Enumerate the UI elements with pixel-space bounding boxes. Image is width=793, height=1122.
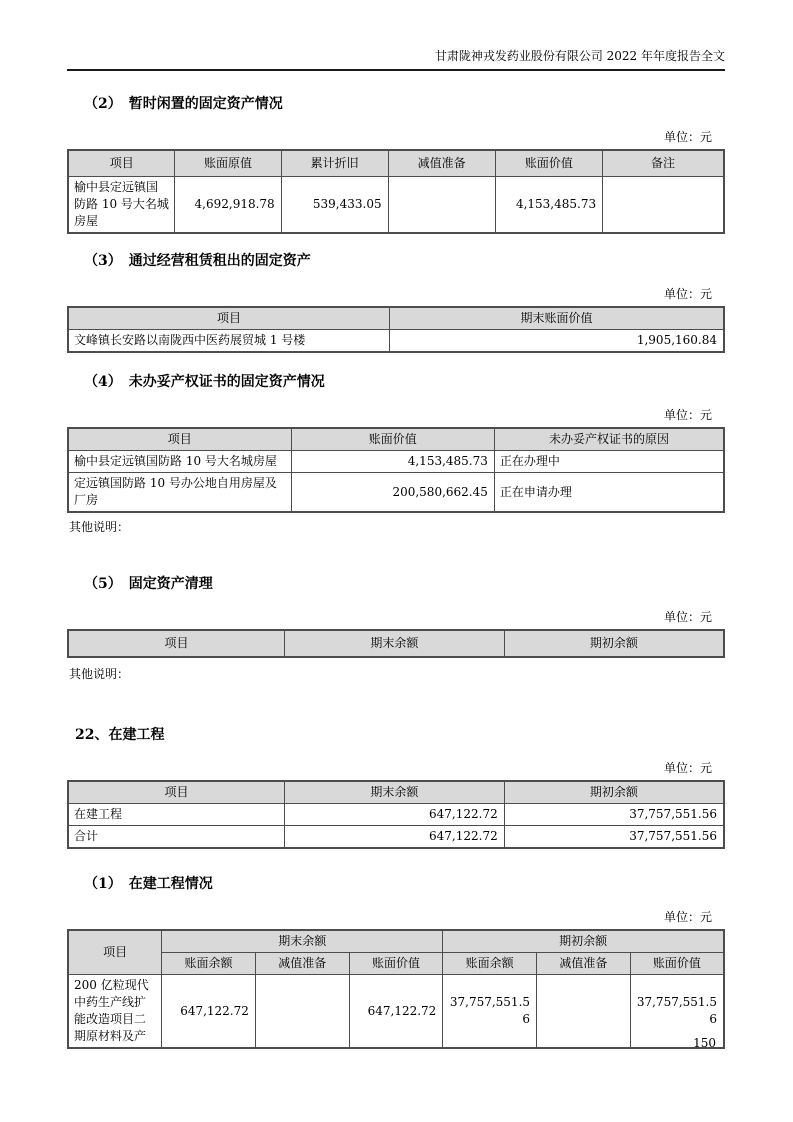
column-header: 项目 — [68, 428, 291, 451]
column-header: 期末账面价值 — [389, 307, 724, 330]
column-header: 项目 — [68, 307, 389, 330]
column-header: 项目 — [68, 630, 284, 657]
item-cell: 文峰镇长安路以南陇西中医药展贸城 1 号楼 — [68, 330, 389, 353]
item-cell: 定远镇国防路 10 号办公地自用房屋及厂房 — [68, 473, 291, 513]
value-cell: 4,153,485.73 — [495, 177, 603, 234]
cip-table — [67, 780, 725, 849]
unit-label: 单位：元 — [663, 910, 712, 924]
unit-label: 单位：元 — [663, 287, 712, 301]
value-cell: 37,757,551.56 — [630, 975, 724, 1049]
value-cell: 647,122.72 — [162, 975, 256, 1049]
reason-cell: 正在申请办理 — [494, 473, 724, 513]
note-cell — [603, 177, 724, 234]
item-cell: 在建工程 — [68, 804, 284, 826]
column-header: 账面价值 — [495, 150, 603, 177]
column-header: 账面价值 — [630, 953, 724, 975]
column-header: 账面余额 — [162, 953, 256, 975]
table-row — [68, 826, 724, 849]
table-row — [68, 975, 724, 1049]
column-header: 项目 — [68, 930, 162, 975]
value-cell: 200,580,662.45 — [291, 473, 494, 513]
section-heading-disposal: （5） 固定资产清理 — [84, 576, 213, 592]
value-cell — [388, 177, 495, 234]
value-cell — [537, 975, 631, 1049]
column-header: 账面价值 — [291, 428, 494, 451]
table-row — [68, 451, 724, 473]
report-title: 甘肃陇神戎发药业股份有限公司 2022 年年度报告全文 — [434, 49, 725, 63]
table-row — [68, 330, 724, 353]
table-header-row — [68, 953, 724, 975]
table-row — [68, 473, 724, 513]
value-cell: 647,122.72 — [349, 975, 443, 1049]
report-header — [67, 0, 725, 64]
page-number: 150 — [693, 1036, 716, 1050]
column-header: 未办妥产权证书的原因 — [494, 428, 724, 451]
unit-label: 单位：元 — [663, 130, 712, 144]
value-cell: 647,122.72 — [284, 804, 504, 826]
section-heading-leased-out: （3） 通过经营租赁租出的固定资产 — [84, 253, 311, 269]
value-cell: 37,757,551.56 — [443, 975, 537, 1049]
column-header: 账面余额 — [443, 953, 537, 975]
column-header: 备注 — [603, 150, 724, 177]
leased-out-table — [67, 306, 725, 353]
item-cell: 榆中县定远镇国防路 10 号大名城房屋 — [68, 177, 175, 234]
table-row — [68, 804, 724, 826]
item-cell: 榆中县定远镇国防路 10 号大名城房屋 — [68, 451, 291, 473]
table-header-row — [68, 428, 724, 451]
reason-cell: 正在办理中 — [494, 451, 724, 473]
column-header: 累计折旧 — [281, 150, 388, 177]
column-header: 减值准备 — [537, 953, 631, 975]
value-cell: 37,757,551.56 — [504, 804, 724, 826]
column-header: 账面原值 — [175, 150, 281, 177]
value-cell — [255, 975, 349, 1049]
column-header: 减值准备 — [255, 953, 349, 975]
item-cell: 合计 — [68, 826, 284, 849]
value-cell: 539,433.05 — [281, 177, 388, 234]
section-heading-no-certificate: （4） 未办妥产权证书的固定资产情况 — [84, 374, 325, 390]
idle-assets-table — [67, 149, 725, 234]
column-header: 期初余额 — [504, 630, 724, 657]
section-heading-idle-assets: （2） 暂时闲置的固定资产情况 — [84, 96, 283, 112]
other-notes-label: 其他说明： — [69, 667, 130, 681]
unit-label: 单位：元 — [663, 408, 712, 422]
section-heading-cip: 22、在建工程 — [75, 727, 165, 743]
value-cell: 37,757,551.56 — [504, 826, 724, 849]
table-header-row — [68, 781, 724, 804]
table-row — [68, 177, 724, 234]
no-certificate-table — [67, 427, 725, 513]
column-header: 项目 — [68, 150, 175, 177]
cip-detail-table — [67, 929, 725, 1049]
table-header-row — [68, 930, 724, 953]
column-header: 减值准备 — [388, 150, 495, 177]
column-group-header: 期末余额 — [162, 930, 443, 953]
column-header: 期初余额 — [504, 781, 724, 804]
value-cell: 1,905,160.84 — [389, 330, 724, 353]
column-header: 期末余额 — [284, 630, 504, 657]
unit-label: 单位：元 — [663, 761, 712, 775]
table-header-row — [68, 150, 724, 177]
column-header: 账面价值 — [349, 953, 443, 975]
column-group-header: 期初余额 — [443, 930, 724, 953]
value-cell: 647,122.72 — [284, 826, 504, 849]
section-heading-cip-detail: （1） 在建工程情况 — [84, 876, 213, 892]
column-header: 期末余额 — [284, 781, 504, 804]
document-page — [67, 0, 725, 1049]
column-header: 项目 — [68, 781, 284, 804]
table-header-row — [68, 630, 724, 657]
value-cell: 4,153,485.73 — [291, 451, 494, 473]
header-divider — [67, 69, 725, 71]
item-cell: 200 亿粒现代中药生产线扩能改造项目二期原材料及产 — [68, 975, 162, 1049]
value-cell: 4,692,918.78 — [175, 177, 281, 234]
other-notes-label: 其他说明： — [69, 520, 130, 534]
unit-label: 单位：元 — [663, 610, 712, 624]
disposal-table — [67, 629, 725, 658]
table-header-row — [68, 307, 724, 330]
